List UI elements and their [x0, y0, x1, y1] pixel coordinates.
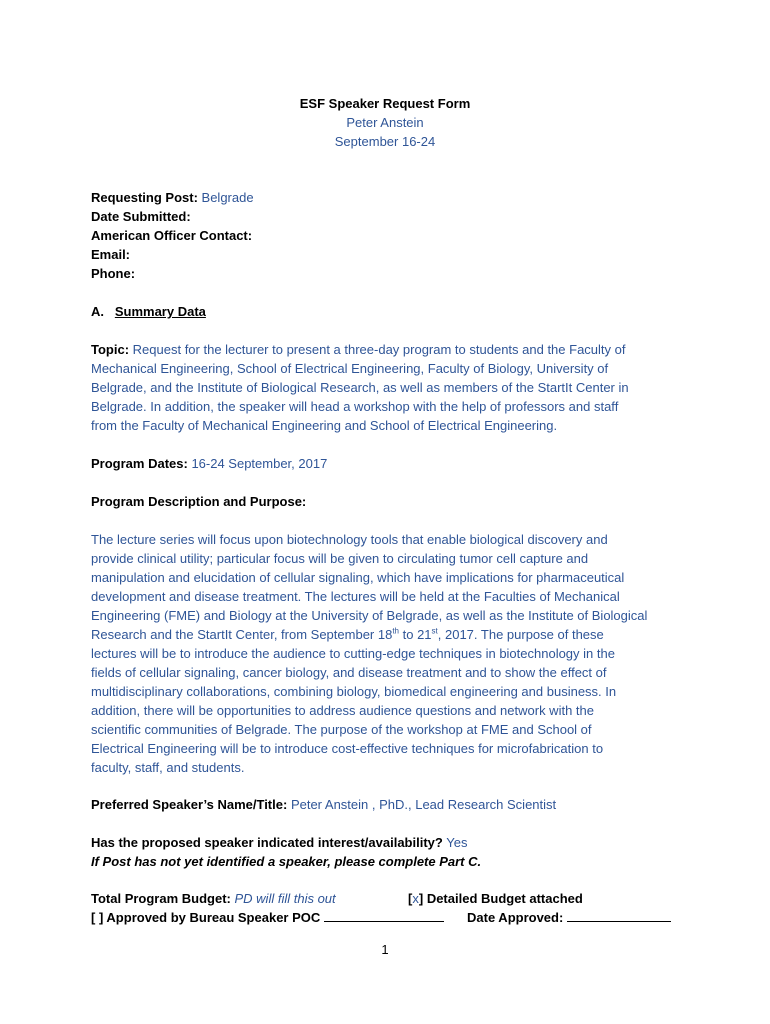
interest-row — [91, 833, 467, 852]
date-line-part: to 21 — [399, 627, 432, 642]
interest-value: Yes — [446, 835, 468, 850]
detailed-budget-checkbox[interactable]: x — [412, 891, 419, 906]
description-line: multidisciplinary collaborations, combining biology, biomedical engineering and business. In — [91, 684, 617, 699]
description-line: lectures will be to introduce the audience to cutting-edge techniques in biotechnology in the — [91, 646, 615, 661]
topic-paragraph — [91, 340, 691, 435]
requesting-post-value: Belgrade — [201, 190, 254, 205]
form-header — [0, 94, 770, 151]
date-line-part: Research and the StartIt Center, from September 18 — [91, 627, 393, 642]
description-date-line — [91, 625, 691, 644]
date-line-part: , 2017. The purpose of these — [437, 627, 604, 642]
approval-row — [91, 908, 444, 927]
description-line: scientific communities of Belgrade. The purpose of the workshop at FME and School of — [91, 722, 592, 737]
preferred-speaker-value: Peter Anstein , PhD., Lead Research Scientist — [290, 797, 557, 812]
requesting-post-label: Requesting Post: — [91, 190, 198, 205]
requesting-post-row — [91, 188, 254, 207]
approval-checkbox[interactable]: [ ] — [91, 910, 104, 925]
program-dates-header: September 16-24 — [334, 134, 436, 149]
checkbox-bracket: ] — [418, 891, 424, 906]
topic-label: Topic: — [91, 342, 130, 357]
checkbox-bracket: [ — [408, 891, 413, 906]
date-line-superscript: st — [431, 626, 438, 636]
description-line: fields of cellular signaling, cancer biology, and disease treatment and to show the effect of — [91, 665, 607, 680]
preferred-speaker-row — [91, 795, 556, 814]
budget-row — [91, 889, 336, 908]
section-a-heading — [91, 302, 206, 321]
topic-line: Request for the lecturer to present a three-day program to students and the Faculty of — [132, 342, 626, 357]
program-dates-row — [91, 454, 327, 473]
description-line: addition, there will be opportunities to address audience questions and network with the — [91, 703, 594, 718]
date-approved-line[interactable] — [567, 909, 671, 922]
phone-label: Phone: — [91, 266, 136, 281]
email-label: Email: — [91, 247, 131, 262]
topic-line: from the Faculty of Mechanical Engineering and School of Electrical Engineering. — [91, 418, 558, 433]
detailed-budget-label: Detailed Budget attached — [426, 891, 583, 906]
date-approved-row — [467, 908, 671, 927]
approved-label: Approved by Bureau Speaker POC — [106, 910, 321, 925]
date-line-superscript: th — [392, 626, 399, 636]
description-line: Engineering (FME) and Biology at the University of Belgrade, as well as the Institute of Biological — [91, 608, 648, 623]
description-line: faculty, staff, and students. — [91, 760, 245, 775]
topic-line: Belgrade, and the Institute of Biological Research, as well as members of the StartIt Center in — [91, 380, 629, 395]
description-label: Program Description and Purpose: — [91, 494, 307, 509]
description-paragraph — [91, 530, 691, 777]
speaker-name: Peter Anstein — [346, 115, 424, 130]
preferred-speaker-label: Preferred Speaker’s Name/Title: — [91, 797, 288, 812]
description-line: The lecture series will focus upon biotechnology tools that enable biological discovery and — [91, 532, 608, 547]
form-title: ESF Speaker Request Form — [299, 96, 471, 111]
description-line: Electrical Engineering will be to introduce cost-effective techniques for microfabrication to — [91, 741, 604, 756]
description-line: provide clinical utility; particular focus will be given to circulating tumor cell capture and — [91, 551, 589, 566]
budget-label: Total Program Budget: — [91, 891, 231, 906]
page-number: 1 — [381, 942, 389, 957]
detailed-budget-row — [408, 889, 583, 908]
interest-label: Has the proposed speaker indicated interest/availability? — [91, 835, 443, 850]
topic-line: Belgrade. In addition, the speaker will head a workshop with the help of professors and staff — [91, 399, 619, 414]
budget-value: PD will fill this out — [234, 891, 336, 906]
interest-note: If Post has not yet identified a speaker, please complete Part C. — [91, 854, 482, 869]
date-submitted-label: Date Submitted: — [91, 209, 191, 224]
program-dates-value: 16-24 September, 2017 — [191, 456, 328, 471]
officer-contact-label: American Officer Contact: — [91, 228, 253, 243]
description-line: development and disease treatment. The lectures will be held at the Faculties of Mechanical — [91, 589, 620, 604]
description-line: manipulation and elucidation of cellular signaling, which have implications for pharmaceutical — [91, 570, 625, 585]
topic-line: Mechanical Engineering, School of Electrical Engineering, Faculty of Biology, University of — [91, 361, 609, 376]
section-a-letter: A. — [91, 304, 104, 319]
date-approved-label: Date Approved: — [467, 910, 564, 925]
program-dates-label: Program Dates: — [91, 456, 188, 471]
section-a-title: Summary Data — [114, 304, 206, 319]
poc-signature-line[interactable] — [324, 909, 444, 922]
